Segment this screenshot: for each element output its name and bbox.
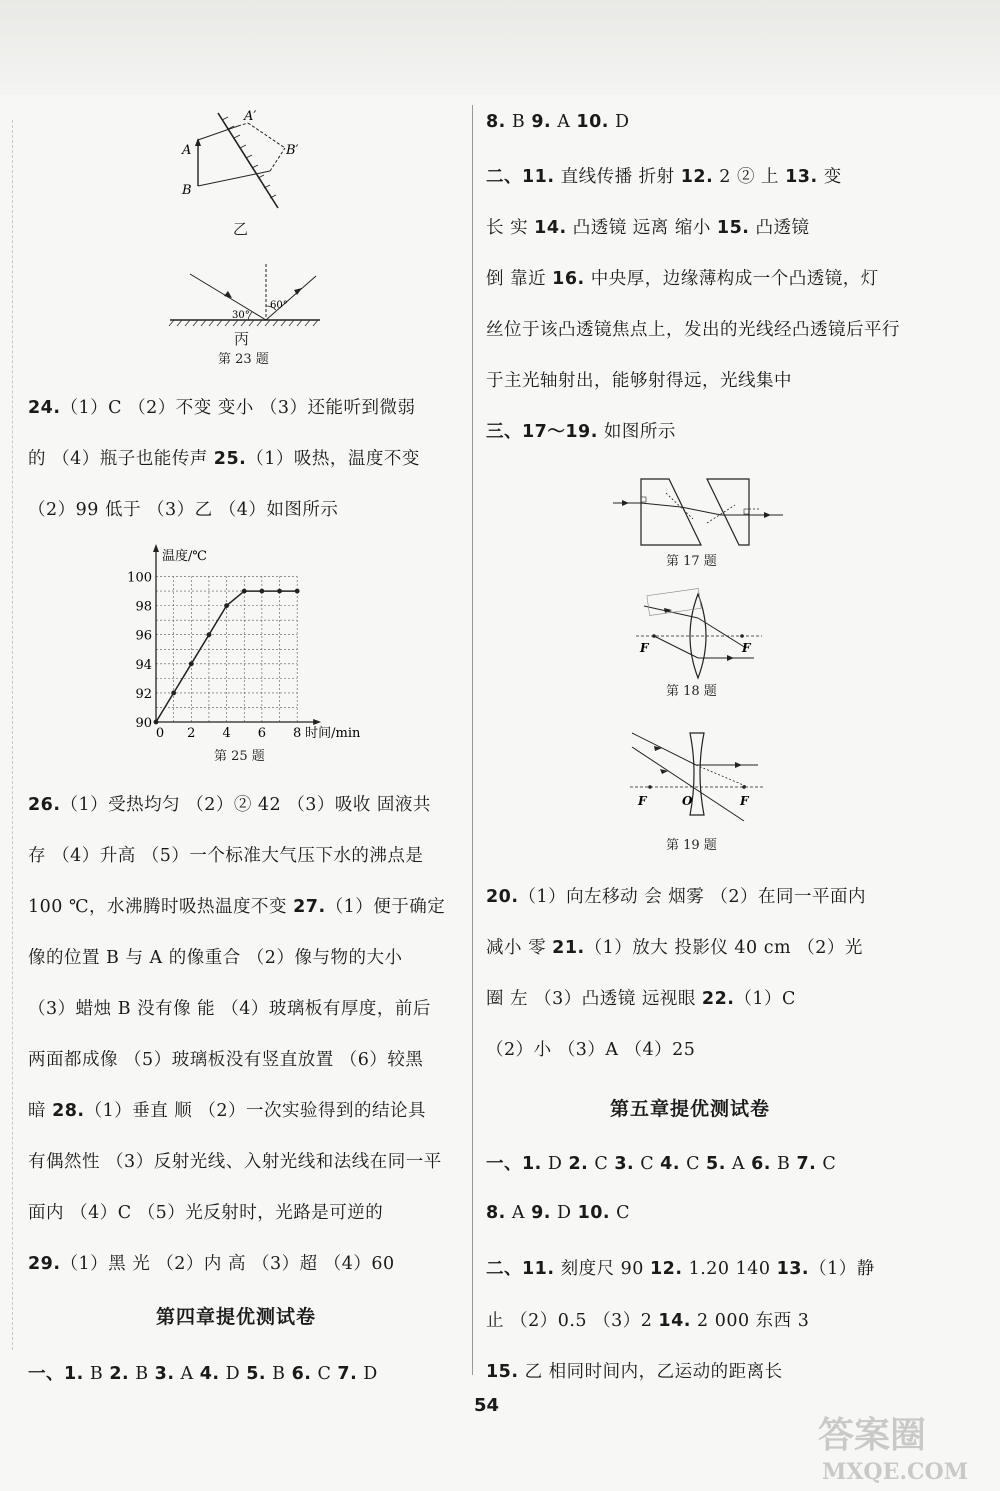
x-tick-label: 4 xyxy=(222,726,231,741)
y-tick-label: 100 xyxy=(127,570,152,586)
label-B: B xyxy=(182,183,192,198)
chapter5-title: 第五章提优测试卷 xyxy=(610,1098,771,1120)
data-point xyxy=(154,720,159,725)
answer-line-r7: 三、17～19. 如图所示 xyxy=(486,422,676,442)
answer-line-r14: 二、11. 刻度尺 90 12. 1.20 140 13.（1）静 xyxy=(486,1259,875,1279)
answer-line-q24-1: 24.（1）C （2）不变 变小 （3）还能听到微弱 xyxy=(28,398,416,418)
angle-60: 60° xyxy=(270,300,288,311)
data-point xyxy=(295,589,300,594)
chapter4-title: 第四章提优测试卷 xyxy=(156,1306,317,1328)
watermark-text: 答案圈 xyxy=(818,1414,927,1456)
answer-line-r6: 于主光轴射出，能够射得远，光线集中 xyxy=(486,371,792,391)
label-B-prime: B′ xyxy=(286,143,299,158)
figure-mirror-yi xyxy=(178,108,328,223)
answer-line-r15: 止 （2）0.5 （3）2 14. 2 000 东西 3 xyxy=(486,1311,810,1331)
data-point xyxy=(242,589,247,594)
answer-line-q27-2: 像的位置 B 与 A 的像重合 （2）像与物的大小 xyxy=(28,948,403,968)
figure-reflection-bing xyxy=(166,262,326,334)
caption-q23: 第 23 题 xyxy=(218,352,269,367)
y-tick-label: 96 xyxy=(135,628,152,644)
y-axis-arrow xyxy=(153,544,159,552)
label-A-prime: A′ xyxy=(244,109,257,124)
y-tick-label: 94 xyxy=(135,657,152,673)
answer-line-q26-1: 26.（1）受热均匀 （2）② 42 （3）吸收 固液共 xyxy=(28,795,431,815)
answer-line-r2: 二、11. 直线传播 折射 12. 2 ② 上 13. 变 xyxy=(486,167,842,187)
answer-line-q27-4: 两面都成像 （5）玻璃板没有竖直放置 （6）较黑 xyxy=(28,1050,424,1070)
caption-q18: 第 18 题 xyxy=(666,684,717,699)
answer-line-ch4-1: 一、1. B 2. B 3. A 4. D 5. B 6. C 7. D xyxy=(28,1364,378,1384)
answer-line-q27-3: （3）蜡烛 B 没有像 能 （4）玻璃板有厚度，前后 xyxy=(28,999,431,1019)
caption-q19: 第 19 题 xyxy=(666,838,717,853)
figure-q19-concave-lens xyxy=(628,725,768,825)
answer-line-r16: 15. 乙 相同时间内，乙运动的距离长 xyxy=(486,1362,783,1382)
figure-label-bing: 丙 xyxy=(234,330,250,348)
column-divider xyxy=(472,105,473,1375)
label-F-left: F xyxy=(640,641,649,655)
answer-line-q25: （2）99 低于 （3）乙 （4）如图所示 xyxy=(28,500,339,520)
label-F-right: F xyxy=(742,641,751,655)
watermark-logo xyxy=(812,1405,992,1485)
scan-header-band xyxy=(0,0,1000,95)
data-point xyxy=(224,603,229,608)
chart-temperature-time xyxy=(118,540,398,750)
answer-line-r5: 丝位于该凸透镜焦点上，发出的光线经凸透镜后平行 xyxy=(486,320,900,340)
label-A: A xyxy=(182,143,192,158)
data-point xyxy=(207,632,212,637)
x-tick-label: 2 xyxy=(187,726,196,741)
data-point xyxy=(189,661,194,666)
answer-line-q24-2: 的 （4）瓶子也能传声 25.（1）吸热，温度不变 xyxy=(28,449,420,469)
figure-q17-prisms xyxy=(611,475,786,550)
x-tick-label: 8 xyxy=(293,726,302,741)
figure-q18-convex-lens xyxy=(634,588,764,683)
x-axis-label: 时间/min xyxy=(305,726,361,741)
answer-line-r11: （2）小 （3）A （4）25 xyxy=(486,1040,696,1060)
data-point xyxy=(277,589,282,594)
caption-q25: 第 25 题 xyxy=(214,749,265,764)
answer-line-q27-1: 100 ℃，水沸腾时吸热温度不变 27.（1）便于确定 xyxy=(28,897,446,917)
watermark-url: MXQE.COM xyxy=(822,1459,969,1485)
data-point xyxy=(259,589,264,594)
answer-line-q28-1: 暗 28.（1）垂直 顺 （2）一次实验得到的结论具 xyxy=(28,1101,426,1121)
figure-label-yi: 乙 xyxy=(233,220,249,238)
angle-30: 30° xyxy=(232,310,250,321)
x-axis-arrow xyxy=(313,719,321,725)
answer-line-q26-2: 存 （4）升高 （5）一个标准大气压下水的沸点是 xyxy=(28,846,424,866)
answer-line-r8: 20.（1）向左移动 会 烟雾 （2）在同一平面内 xyxy=(486,887,866,907)
answer-line-r1: 8. B 9. A 10. D xyxy=(486,112,630,132)
answer-line-r12: 一、1. D 2. C 3. C 4. C 5. A 6. B 7. C xyxy=(486,1154,837,1174)
page-number: 54 xyxy=(474,1395,500,1416)
answer-line-r13: 8. A 9. D 10. C xyxy=(486,1203,631,1223)
x-tick-label: 6 xyxy=(257,726,267,741)
label-F-left-19: F xyxy=(638,794,647,808)
answer-line-r4: 倒 靠近 16. 中央厚，边缘薄构成一个凸透镜，灯 xyxy=(486,269,879,289)
answer-line-r9: 减小 零 21.（1）放大 投影仪 40 cm （2）光 xyxy=(486,938,863,958)
x-tick-label: 0 xyxy=(155,726,165,741)
answer-line-q28-3: 面内 （4）C （5）光反射时，光路是可逆的 xyxy=(28,1203,384,1223)
caption-q17: 第 17 题 xyxy=(666,554,717,569)
answer-line-q28-2: 有偶然性 （3）反射光线、入射光线和法线在同一平 xyxy=(28,1152,442,1172)
y-axis-label: 温度/℃ xyxy=(162,549,207,564)
y-tick-label: 90 xyxy=(135,716,152,731)
answer-line-r3: 长 实 14. 凸透镜 远离 缩小 15. 凸透镜 xyxy=(486,218,810,238)
y-tick-label: 92 xyxy=(135,686,152,702)
label-F-right-19: F xyxy=(740,794,749,808)
margin-dotted-line xyxy=(12,120,13,1350)
y-tick-label: 98 xyxy=(135,599,152,615)
label-O: O xyxy=(682,794,693,808)
answer-line-r10: 圈 左 （3）凸透镜 远视眼 22.（1）C xyxy=(486,989,796,1009)
data-point xyxy=(171,691,176,696)
answer-line-q29: 29.（1）黑 光 （2）内 高 （3）超 （4）60 xyxy=(28,1254,395,1274)
